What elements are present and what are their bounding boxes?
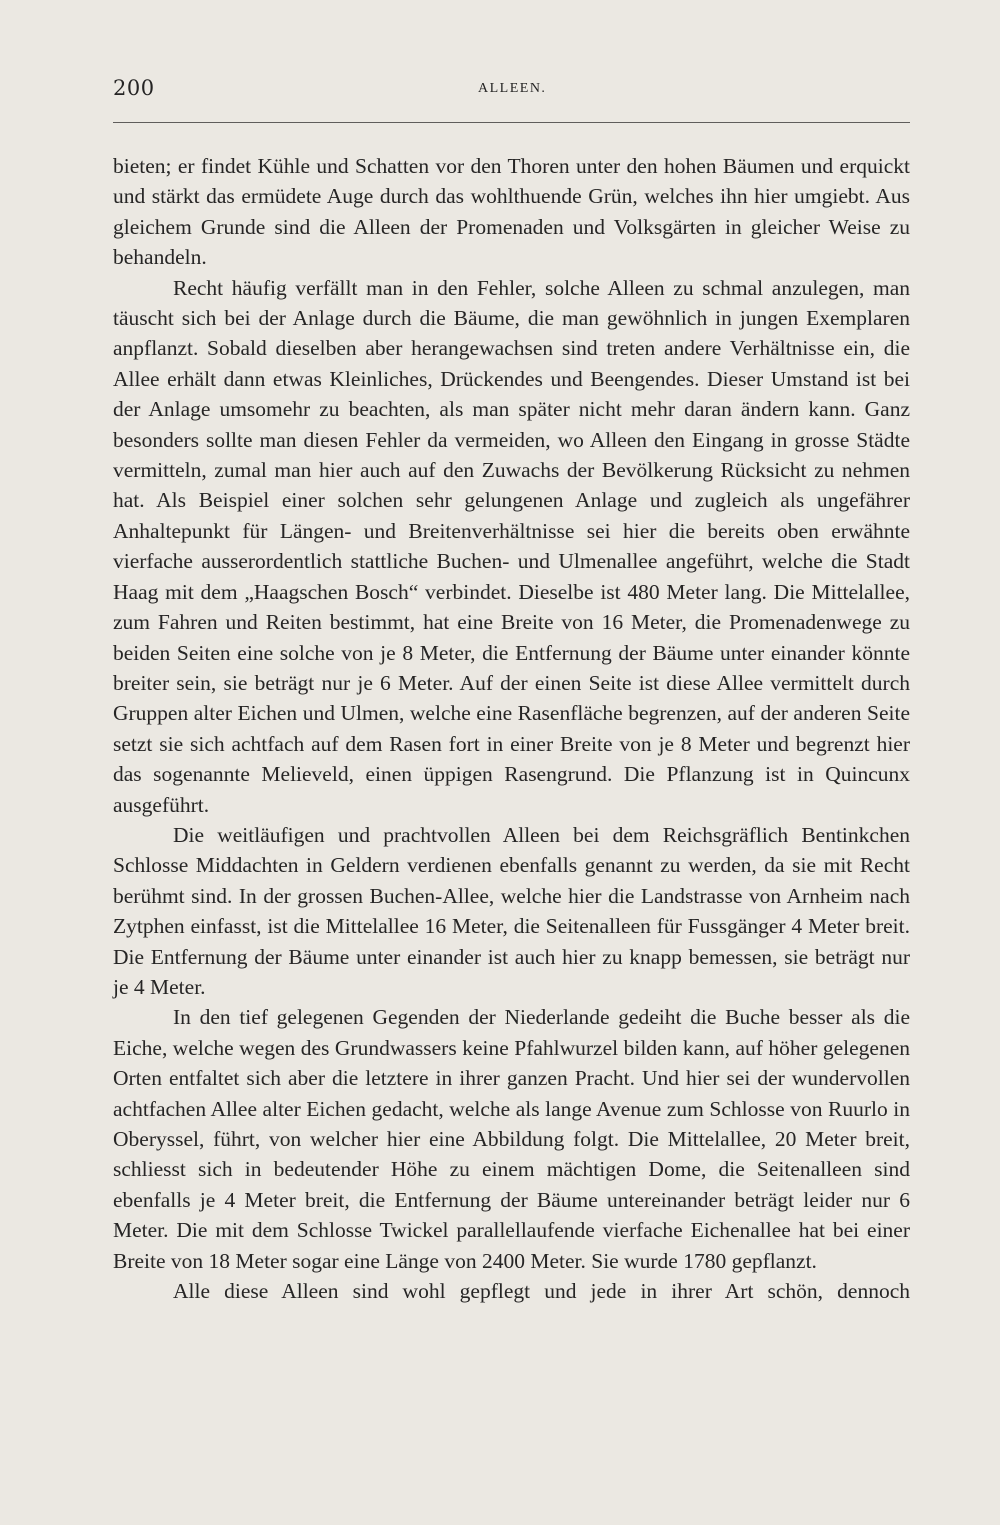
body-text <box>113 151 910 1306</box>
running-title: ALLEEN. <box>478 81 547 96</box>
header-rule <box>113 122 910 123</box>
page-number: 200 <box>113 76 155 100</box>
paragraph-2: Recht häufig verfällt man in den Fehler, solche Alleen zu schmal anzulegen, man täuscht sich bei der Anlage durch die Bäume, die man gewöhnlich in jungen Exemplaren anpflanzt. Sobald dieselben aber herangewachsen sind treten andere Verhältnisse ein, die Allee erhält dann etwas Kleinliches, Drückendes und Beengendes. Dieser Umstand ist bei der Anlage umsomehr zu beachten, als man später nicht mehr daran ändern kann. Ganz besonders sollte man diesen Fehler da vermeiden, wo Alleen den Eingang in grosse Städte vermitteln, zumal man hier auch auf den Zuwachs der Bevölkerung Rücksicht zu nehmen hat. Als Beispiel einer solchen sehr gelungenen Anlage und zugleich als ungefährer Anhaltepunkt für Längen- und Breitenverhältnisse sei hier die bereits oben erwähnte vierfache ausserordentlich stattliche Buchen- und Ulmenallee angeführt, welche die Stadt Haag mit dem „Haagschen Bosch“ verbindet. Dieselbe ist 480 Meter lang. Die Mittelallee, zum Fahren und Reiten bestimmt, hat eine Breite von 16 Meter, die Promenadenwege zu beiden Seiten eine solche von je 8 Meter, die Entfernung der Bäume unter einander könnte breiter sein, sie beträgt nur je 6 Meter. Auf der einen Seite ist diese Allee vermittelt durch Gruppen alter Eichen und Ulmen, welche eine Rasenfläche begrenzen, auf der anderen Seite setzt sie sich achtfach auf dem Rasen fort in einer Breite von je 8 Meter und begrenzt hier das sogenannte Melieveld, einen üppigen Rasengrund. Die Pflanzung ist in Quincunx ausgeführt. <box>113 275 910 817</box>
page-header <box>113 74 910 106</box>
paragraph-1: bieten; er findet Kühle und Schatten vor den Thoren unter den hohen Bäumen und erquickt und stärkt das ermüdete Auge durch das wohlthuende Grün, welches ihn hier umgiebt. Aus gleichem Grunde sind die Alleen der Promenaden und Volksgärten in gleicher Weise zu behandeln. <box>113 154 910 270</box>
paragraph-5: Alle diese Alleen sind wohl gepflegt und jede in ihrer Art schön, dennoch <box>173 1279 910 1304</box>
paragraph-4: In den tief gelegenen Gegenden der Niederlande gedeiht die Buche besser als die Eiche, welche wegen des Grundwassers keine Pfahlwurzel bilden kann, auf höher gelegenen Orten entfaltet sich aber die letztere in ihrer ganzen Pracht. Und hier sei der wundervollen achtfachen Allee alter Eichen gedacht, welche als lange Avenue zum Schlosse von Ruurlo in Oberyssel, führt, von welcher hier eine Abbildung folgt. Die Mittelallee, 20 Meter breit, schliesst sich in bedeutender Höhe zu einem mächtigen Dome, die Seitenalleen sind ebenfalls je 4 Meter breit, die Entfernung der Bäume untereinander beträgt leider nur 6 Meter. Die mit dem Schlosse Twickel parallellaufende vierfache Eichenallee hat bei einer Breite von 18 Meter sogar eine Länge von 2400 Meter. Sie wurde 1780 gepflanzt. <box>113 1005 910 1273</box>
paragraph-3: Die weitläufigen und prachtvollen Alleen bei dem Reichsgräflich Bentinkchen Schlosse Middachten in Geldern verdienen ebenfalls genannt zu werden, da sie mit Recht berühmt sind. In der grossen Buchen-Allee, welche hier die Landstrasse von Arnheim nach Zytphen einfasst, ist die Mittelallee 16 Meter, die Seitenalleen für Fussgänger 4 Meter breit. Die Entfernung der Bäume unter einander ist auch hier zu knapp bemessen, sie beträgt nur je 4 Meter. <box>113 822 910 999</box>
